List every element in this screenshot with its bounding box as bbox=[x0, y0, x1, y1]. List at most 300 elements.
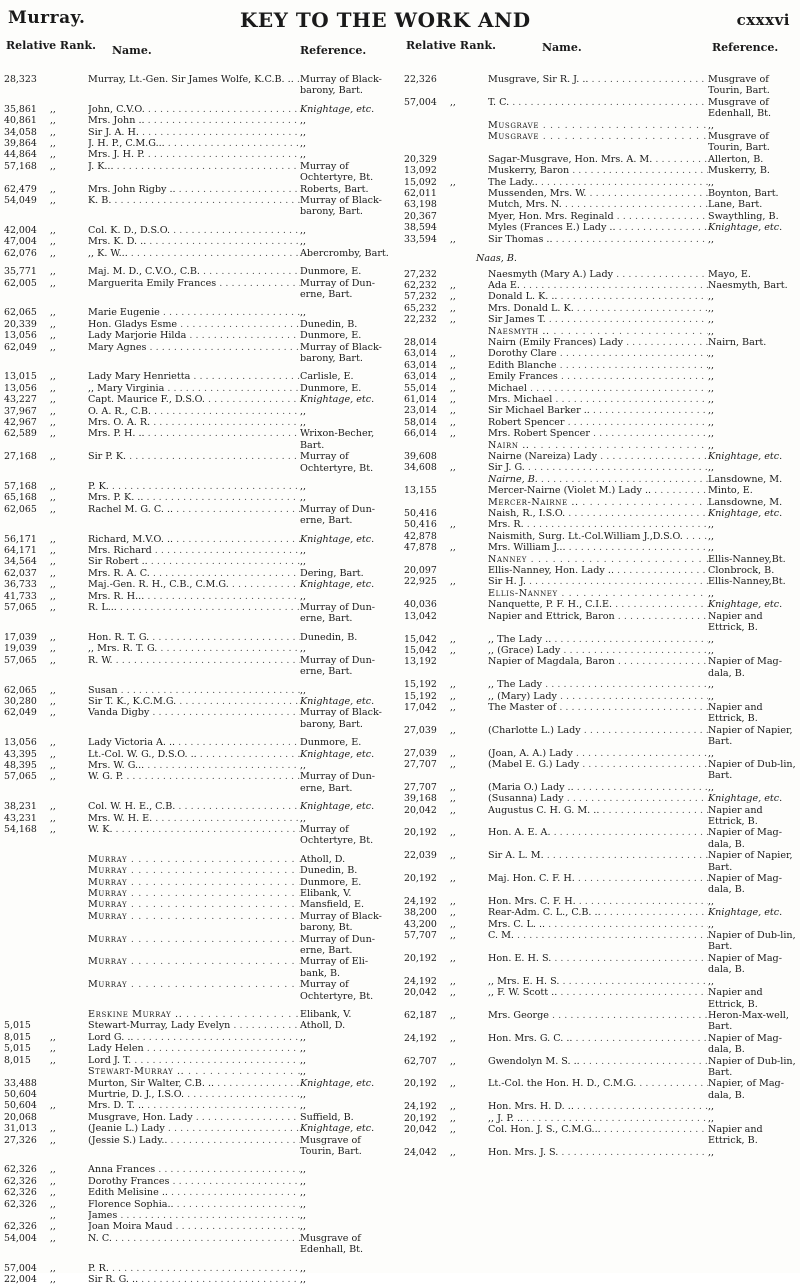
ditto-mark: ,, bbox=[450, 850, 456, 862]
ditto-mark: ,, bbox=[450, 176, 456, 188]
entry-reference: ,, bbox=[300, 1175, 307, 1187]
entry-name: Napier of Magdala, Baron . . . bbox=[488, 656, 708, 667]
entry-name: J. K... . . . bbox=[88, 161, 300, 172]
entry-name: Mrs. P. H. .. . . . bbox=[88, 428, 300, 439]
entry-name: Muskerry, Baron . . . bbox=[488, 165, 708, 176]
entry-row bbox=[404, 531, 796, 542]
entry-row bbox=[404, 805, 796, 828]
entry-name: Nairn .. . . . bbox=[488, 440, 708, 451]
entry-row bbox=[4, 1199, 392, 1210]
entry-reference: Napier and Ettrick, B. bbox=[708, 1123, 763, 1147]
entry-name: Mary Agnes . . . bbox=[88, 342, 300, 353]
entry-row bbox=[404, 1033, 796, 1056]
entry-reference: ,, bbox=[708, 382, 715, 394]
entry-row bbox=[404, 485, 796, 496]
entry-reference: Dunmore, E. bbox=[300, 737, 362, 749]
entry-name: (Maria O.) Lady .. . . . bbox=[488, 782, 708, 793]
entry-row bbox=[404, 645, 796, 656]
ditto-mark: ,, bbox=[50, 428, 56, 440]
entry-row bbox=[404, 120, 796, 131]
relative-rank: 56,171 bbox=[4, 533, 37, 545]
entry-row bbox=[4, 545, 392, 556]
entry-reference: ,, bbox=[300, 643, 307, 655]
relative-rank: 44,864 bbox=[4, 149, 37, 161]
entry-reference: Napier and Ettrick, B. bbox=[708, 701, 763, 725]
entry-row bbox=[404, 611, 796, 634]
ditto-mark: ,, bbox=[50, 643, 56, 655]
relative-rank: 20,042 bbox=[404, 1123, 437, 1135]
entry-reference: ,, bbox=[708, 633, 715, 645]
entry-row bbox=[404, 725, 796, 748]
entry-name: Vanda Digby . . . bbox=[88, 707, 300, 718]
entry-reference: Knightage, etc. bbox=[708, 222, 783, 234]
entry-reference: ,, bbox=[300, 1262, 307, 1274]
ditto-mark: ,, bbox=[50, 481, 56, 492]
entry-reference: Knightage, etc. bbox=[300, 1077, 375, 1089]
entry-reference: Lane, Bart. bbox=[708, 199, 763, 211]
entry-row bbox=[404, 542, 796, 553]
entry-reference: Napier of Mag-dala, B. bbox=[708, 827, 782, 850]
entry-reference: ,, bbox=[708, 975, 715, 987]
entry-reference: Murray of Black-barony, Bt. bbox=[300, 910, 382, 934]
entry-name: Mrs. P. K. .. . . . bbox=[88, 492, 300, 503]
entry-reference: ,, bbox=[708, 462, 715, 474]
ditto-mark: ,, bbox=[450, 644, 456, 656]
ditto-mark: ,, bbox=[50, 183, 56, 195]
entry-row bbox=[4, 813, 392, 824]
entry-row bbox=[4, 979, 392, 1002]
entry-row bbox=[4, 1164, 392, 1175]
entry-row bbox=[4, 138, 392, 149]
relative-rank: 62,065 bbox=[4, 307, 37, 319]
entry-name: Sir A. L. M. . . . bbox=[488, 850, 708, 861]
entry-name: Augustus C. H. G. M. .. . . . bbox=[488, 805, 708, 816]
entry-name: N. C. . . . bbox=[88, 1233, 300, 1244]
relative-rank: 37,967 bbox=[4, 405, 37, 417]
relative-rank: 20,097 bbox=[404, 565, 437, 577]
entry-reference: Murray of Ochtertyre, Bt. bbox=[300, 979, 374, 1002]
relative-rank: 62,232 bbox=[404, 279, 437, 291]
ditto-mark: ,, bbox=[450, 895, 456, 907]
ditto-mark: ,, bbox=[450, 804, 456, 816]
relative-rank: 13,056 bbox=[4, 330, 37, 342]
entry-reference: Knightage, etc. bbox=[708, 451, 783, 462]
entry-reference: ,, bbox=[300, 405, 307, 417]
entry-reference: Lansdowne, M. bbox=[708, 496, 783, 508]
entry-reference: ,, bbox=[708, 314, 715, 326]
entry-name: Lt.-Col. W. G., D.S.O. .. . . . bbox=[88, 749, 300, 760]
entry-name: Sir J. G. . . . bbox=[488, 462, 708, 473]
entry-reference: Napier of Napier, Bart. bbox=[708, 850, 793, 873]
relative-rank: 15,042 bbox=[404, 633, 437, 645]
entry-row bbox=[404, 1078, 796, 1101]
relative-rank: 17,042 bbox=[404, 701, 437, 713]
ditto-mark: ,, bbox=[50, 103, 56, 115]
ditto-mark: ,, bbox=[50, 1100, 56, 1112]
entry-reference: ,, bbox=[300, 1054, 307, 1066]
relative-rank: 20,068 bbox=[4, 1111, 37, 1123]
relative-rank: 43,395 bbox=[4, 748, 37, 760]
entry-reference: Elibank, V. bbox=[300, 1009, 352, 1021]
relative-rank: 57,004 bbox=[4, 1262, 37, 1274]
entry-row bbox=[4, 1009, 392, 1020]
entry-name: Mrs. Robert Spencer . . . bbox=[488, 428, 708, 439]
entry-row bbox=[404, 314, 796, 325]
entry-name: Mutch, Mrs. N. . . . bbox=[488, 199, 708, 210]
entry-row bbox=[4, 330, 392, 341]
entry-row bbox=[4, 1089, 392, 1100]
entry-reference: ,, bbox=[300, 126, 307, 138]
relative-rank: 27,168 bbox=[4, 451, 37, 463]
entry-reference: ,, bbox=[300, 556, 307, 568]
ditto-mark: ,, bbox=[50, 266, 56, 278]
relative-rank: 54,168 bbox=[4, 823, 37, 835]
ditto-mark: ,, bbox=[50, 737, 56, 749]
relative-rank: 27,039 bbox=[404, 747, 437, 759]
group-spacer bbox=[4, 625, 392, 632]
entry-row bbox=[404, 554, 796, 565]
entry-name: Murray . . . bbox=[88, 979, 300, 990]
name-header: Name. bbox=[112, 44, 152, 57]
entry-row bbox=[4, 236, 392, 247]
relative-rank: 57,707 bbox=[404, 930, 437, 942]
entry-name: Erskine Murray .. . . . bbox=[88, 1009, 300, 1020]
entry-reference: Knightage, etc. bbox=[300, 533, 375, 545]
ditto-mark: ,, bbox=[50, 631, 56, 643]
relative-rank: 20,192 bbox=[404, 952, 437, 964]
ditto-mark: ,, bbox=[50, 1043, 56, 1055]
entry-reference: ,, bbox=[300, 1088, 307, 1100]
relative-rank: 20,339 bbox=[4, 318, 37, 330]
relative-rank: 62,479 bbox=[4, 183, 37, 195]
entry-reference: Dunedin, B. bbox=[300, 865, 358, 877]
relative-rank: 23,014 bbox=[404, 405, 437, 417]
group-spacer bbox=[4, 1256, 392, 1263]
left-column bbox=[4, 40, 392, 1285]
entry-row bbox=[404, 987, 796, 1010]
entry-row bbox=[404, 462, 796, 473]
entry-name: The Lady.. . . . bbox=[488, 177, 708, 188]
entry-name: ,, Mrs. R. T. G. . . . bbox=[88, 643, 300, 654]
entry-row bbox=[4, 737, 392, 748]
relative-rank: 33,488 bbox=[4, 1077, 37, 1089]
ditto-mark: ,, bbox=[450, 462, 456, 474]
relative-rank: 5,015 bbox=[4, 1043, 31, 1055]
ditto-mark: ,, bbox=[50, 823, 56, 835]
entry-row bbox=[4, 1066, 392, 1077]
entry-reference: ,, bbox=[708, 348, 715, 360]
ditto-mark: ,, bbox=[450, 359, 456, 371]
entry-name: Mrs. C. L. .. . . . bbox=[488, 919, 708, 930]
entry-row bbox=[4, 1221, 392, 1232]
ditto-mark: ,, bbox=[50, 695, 56, 707]
relative-rank: 50,604 bbox=[4, 1088, 37, 1100]
relative-rank: 22,232 bbox=[404, 314, 437, 326]
entry-row bbox=[404, 656, 796, 679]
relative-rank: 63,014 bbox=[404, 359, 437, 371]
entry-name: Susan . . . bbox=[88, 685, 300, 696]
entry-name: Sagar-Musgrave, Hon. Mrs. A. M. . . . bbox=[488, 154, 708, 165]
ditto-mark: ,, bbox=[450, 291, 456, 303]
entry-reference: Murray of Dun-erne, Bart. bbox=[300, 933, 376, 957]
entry-name: Rachel M. G. C. .. . . . bbox=[88, 504, 300, 515]
entry-row bbox=[4, 1043, 392, 1054]
entry-row bbox=[404, 360, 796, 371]
entry-reference: ,, bbox=[300, 545, 307, 557]
entry-reference: Dunmore, E. bbox=[300, 330, 362, 342]
ditto-mark: ,, bbox=[50, 1209, 56, 1221]
entry-row bbox=[4, 854, 392, 865]
entry-name: Hon. A. E. A. . . . bbox=[488, 827, 708, 838]
entry-row bbox=[404, 234, 796, 245]
entry-name: J. H. P., C.M.G... . . . bbox=[88, 138, 300, 149]
entry-name: C. M. . . . bbox=[488, 930, 708, 941]
entry-row bbox=[404, 269, 796, 280]
entry-row bbox=[404, 394, 796, 405]
entry-reference: ,, bbox=[300, 1274, 307, 1285]
entry-name: Richard, M.V.O. .. . . . bbox=[88, 534, 300, 545]
entry-reference: ,, bbox=[300, 759, 307, 771]
entry-row bbox=[404, 1147, 796, 1158]
entry-reference: Clonbrock, B. bbox=[708, 565, 775, 577]
ditto-mark: ,, bbox=[450, 1032, 456, 1044]
entry-name: K. B. . . . bbox=[88, 195, 300, 206]
group-spacer bbox=[4, 259, 392, 266]
ditto-mark: ,, bbox=[50, 545, 56, 557]
relative-rank: 24,042 bbox=[404, 1146, 437, 1158]
entry-row bbox=[4, 1032, 392, 1043]
entry-row bbox=[4, 1176, 392, 1187]
entry-reference: ,, bbox=[708, 1101, 715, 1113]
entry-row bbox=[404, 474, 796, 485]
entry-reference: ,, bbox=[708, 302, 715, 314]
entry-reference: ,, bbox=[300, 1164, 307, 1176]
entry-row bbox=[404, 199, 796, 210]
entry-name: John, C.V.O. . . . bbox=[88, 104, 300, 115]
page-header-title: KEY TO THE WORK AND bbox=[240, 8, 531, 32]
relative-rank: 24,192 bbox=[404, 1101, 437, 1113]
relative-rank: 43,227 bbox=[4, 394, 37, 406]
relative-rank: 62,707 bbox=[404, 1055, 437, 1067]
entry-name: Edith Blanche . . . bbox=[488, 360, 708, 371]
ditto-mark: ,, bbox=[450, 724, 456, 736]
entry-reference: ,, bbox=[708, 781, 715, 793]
reference-header: Reference. bbox=[712, 41, 779, 54]
entry-name: Sir T. K., K.C.M.G. . . . bbox=[88, 696, 300, 707]
entry-name: T. C. . . . bbox=[488, 97, 708, 108]
entry-row bbox=[4, 406, 392, 417]
ditto-mark: ,, bbox=[450, 96, 456, 108]
relative-rank: 57,065 bbox=[4, 771, 37, 783]
entry-reference: ,, bbox=[708, 176, 715, 188]
entry-name: Myles (Frances E.) Lady .. . . . bbox=[488, 222, 708, 233]
ditto-mark: ,, bbox=[450, 233, 456, 245]
entry-reference: Nairn, Bart. bbox=[708, 336, 767, 348]
page-header-left: Murray. bbox=[8, 8, 86, 28]
entry-reference: ,, bbox=[300, 684, 307, 696]
entry-reference: Murray of Ochtertyre, Bt. bbox=[300, 823, 374, 847]
entry-name: Lord G. .. . . . bbox=[88, 1032, 300, 1043]
entry-row bbox=[404, 497, 796, 508]
ditto-mark: ,, bbox=[450, 747, 456, 759]
entry-row bbox=[4, 1135, 392, 1158]
relative-rank: 27,707 bbox=[404, 781, 437, 793]
entry-reference: Murray of Dun-erne, Bart. bbox=[300, 503, 376, 527]
entry-name: ,, The Lady .. . . . bbox=[488, 634, 708, 645]
right-column-header bbox=[404, 40, 796, 74]
ditto-mark: ,, bbox=[50, 707, 56, 719]
entry-name: Lady Marjorie Hilda . . . bbox=[88, 330, 300, 341]
group-spacer bbox=[4, 474, 392, 481]
entry-name: Murray . . . bbox=[88, 899, 300, 910]
entry-row bbox=[4, 865, 392, 876]
entry-row bbox=[4, 1112, 392, 1123]
relative-rank: 48,395 bbox=[4, 759, 37, 771]
entry-row bbox=[404, 896, 796, 907]
entry-row bbox=[4, 899, 392, 910]
relative-rank: 27,039 bbox=[404, 724, 437, 736]
entry-reference: ,, bbox=[300, 492, 307, 504]
reference-header: Reference. bbox=[300, 44, 367, 57]
ditto-mark: ,, bbox=[50, 771, 56, 783]
entry-reference: Knightage, etc. bbox=[708, 793, 783, 805]
ditto-mark: ,, bbox=[450, 371, 456, 383]
entry-row bbox=[4, 127, 392, 138]
entry-row bbox=[4, 417, 392, 428]
entry-row bbox=[404, 74, 796, 97]
entry-reference: ,, bbox=[300, 1221, 307, 1233]
group-spacer bbox=[4, 794, 392, 801]
relative-rank: 8,015 bbox=[4, 1054, 31, 1066]
ditto-mark: ,, bbox=[50, 126, 56, 138]
relative-rank: 50,416 bbox=[404, 508, 437, 520]
ditto-mark: ,, bbox=[50, 394, 56, 406]
entry-name: Col. W. H. E., C.B. . . . bbox=[88, 801, 300, 812]
entry-name: Nanney . . . bbox=[488, 554, 708, 565]
entry-name: Mussenden, Mrs. W. . . . bbox=[488, 188, 708, 199]
ditto-mark: ,, bbox=[450, 1078, 456, 1090]
entry-row bbox=[4, 115, 392, 126]
relative-rank: 57,168 bbox=[4, 481, 37, 492]
entry-row bbox=[4, 451, 392, 474]
entry-row bbox=[404, 1056, 796, 1079]
entry-name: Lt.-Col. the Hon. H. D., C.M.G. . . . bbox=[488, 1078, 708, 1089]
entry-row bbox=[404, 177, 796, 188]
relative-rank: 65,232 bbox=[404, 302, 437, 314]
relative-rank: 20,192 bbox=[404, 1112, 437, 1124]
entry-name: ,, (Grace) Lady . . . bbox=[488, 645, 708, 656]
entry-name: Michael . . . bbox=[488, 383, 708, 394]
entry-name: Anna Frances . . . bbox=[88, 1164, 300, 1175]
ditto-mark: ,, bbox=[50, 654, 56, 666]
entry-reference: Napier of Mag-dala, B. bbox=[708, 873, 782, 896]
entry-row bbox=[404, 759, 796, 782]
entry-name: Murray . . . bbox=[88, 934, 300, 945]
entry-name: R. L... . . . bbox=[88, 602, 300, 613]
entry-name: Lady Victoria A. .. . . . bbox=[88, 737, 300, 748]
ditto-mark: ,, bbox=[50, 330, 56, 342]
entry-name: Ellis-Nanney, Hon. Lady .. . . . bbox=[488, 565, 708, 576]
entry-reference: ,, bbox=[300, 590, 307, 602]
entry-name: ,, Mary Virginia . . . bbox=[88, 383, 300, 394]
entry-row bbox=[4, 956, 392, 979]
entry-row bbox=[4, 749, 392, 760]
entry-name: Mrs. O. A. R. . . . bbox=[88, 417, 300, 428]
entry-reference: ,, bbox=[708, 416, 715, 428]
ditto-mark: ,, bbox=[50, 318, 56, 330]
entry-row bbox=[4, 888, 392, 899]
entry-name: Hon. Mrs. H. D. .. . . . bbox=[488, 1101, 708, 1112]
relative-rank: 13,042 bbox=[404, 610, 437, 622]
right-column bbox=[404, 40, 796, 1158]
relative-rank: 47,004 bbox=[4, 236, 37, 248]
entry-name: Hon. R. T. G. . . . bbox=[88, 632, 300, 643]
entry-row bbox=[404, 782, 796, 793]
entry-name: Lady Mary Henrietta . . . bbox=[88, 371, 300, 382]
relative-rank: 20,192 bbox=[404, 827, 437, 839]
relative-rank: 24,192 bbox=[404, 1032, 437, 1044]
entry-name: Mercer-Nairne (Violet M.) Lady .. . . . bbox=[488, 485, 708, 496]
ditto-mark: ,, bbox=[450, 416, 456, 428]
relative-rank: 34,564 bbox=[4, 556, 37, 568]
entry-row bbox=[4, 696, 392, 707]
entry-name: Mrs. John .. . . . bbox=[88, 115, 300, 126]
entry-row bbox=[404, 919, 796, 930]
relative-rank: 43,231 bbox=[4, 812, 37, 824]
entry-row bbox=[404, 348, 796, 359]
entry-reference: ,, bbox=[300, 481, 307, 492]
entry-reference: Murray of Eli-bank, B. bbox=[300, 956, 369, 979]
entry-reference: ,, bbox=[708, 690, 715, 702]
entry-row bbox=[4, 1263, 392, 1274]
entry-row bbox=[404, 850, 796, 873]
entry-reference: Napier of Mag-dala, B. bbox=[708, 1032, 782, 1056]
ditto-mark: ,, bbox=[450, 633, 456, 645]
entry-row bbox=[404, 679, 796, 690]
entry-row bbox=[4, 1055, 392, 1066]
relative-rank: 42,004 bbox=[4, 224, 37, 236]
entry-reference: ,, bbox=[708, 679, 715, 691]
group-spacer bbox=[4, 730, 392, 737]
entry-row bbox=[4, 1078, 392, 1089]
ditto-mark: ,, bbox=[50, 341, 56, 353]
ditto-mark: ,, bbox=[50, 451, 56, 463]
entry-row bbox=[404, 588, 796, 599]
entry-reference: Musgrave of Edenhall, Bt. bbox=[300, 1232, 364, 1256]
entry-reference: Murray of Dun-erne, Bart. bbox=[300, 277, 376, 300]
ditto-mark: ,, bbox=[450, 302, 456, 314]
relative-rank: 28,323 bbox=[4, 74, 37, 85]
relative-rank: 62,005 bbox=[4, 277, 37, 289]
entry-reference: ,, bbox=[708, 233, 715, 245]
entry-row bbox=[404, 634, 796, 645]
entry-row bbox=[4, 1274, 392, 1285]
entry-reference: Muskerry, B. bbox=[708, 165, 770, 177]
entry-name: Ellis-Nanney . . . bbox=[488, 588, 708, 599]
entry-reference: Minto, E. bbox=[708, 485, 753, 497]
ditto-mark: ,, bbox=[450, 428, 456, 440]
ditto-mark: ,, bbox=[450, 918, 456, 930]
entry-name: Nairne, B. . . . bbox=[488, 474, 708, 485]
entry-reference: Mansfield, E. bbox=[300, 899, 365, 911]
entry-reference: Suffield, B. bbox=[300, 1111, 354, 1123]
entry-row bbox=[4, 655, 392, 678]
ditto-mark: ,, bbox=[50, 1274, 56, 1285]
entry-row bbox=[4, 685, 392, 696]
entry-row bbox=[404, 291, 796, 302]
entry-name: Gwendolyn M. S. .. . . . bbox=[488, 1056, 708, 1067]
entry-name: Robert Spencer . . . bbox=[488, 417, 708, 428]
